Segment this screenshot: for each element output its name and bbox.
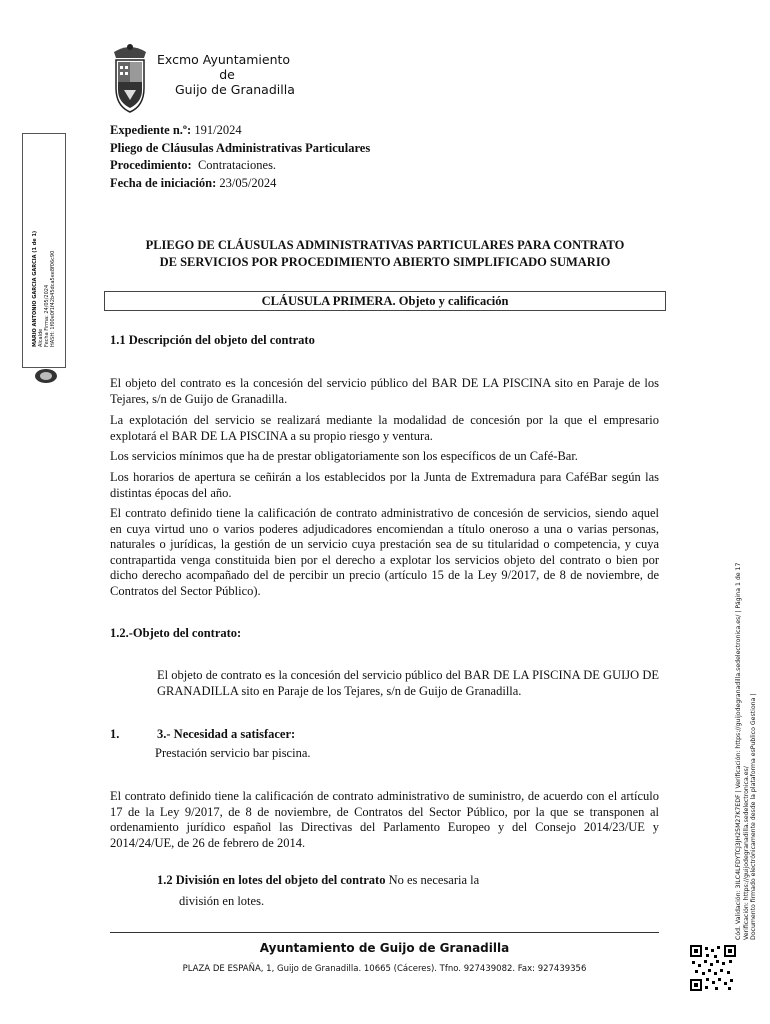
verification-line2: Verificación: https://guijodegranadilla.sedelectronica.es/ bbox=[742, 766, 750, 940]
clause-heading: CLÁUSULA PRIMERA. Objeto y calificación bbox=[104, 291, 666, 311]
lotes-line bbox=[157, 873, 479, 888]
footer-address: PLAZA DE ESPAÑA, 1, Guijo de Granadilla. 10665 (Cáceres). Tfno. 927439082. Fax: 927439356 bbox=[182, 964, 587, 974]
list-number: 1. bbox=[110, 727, 120, 741]
paragraph: El objeto del contrato es la concesión del servicio público del BAR DE LA PISCINA sito en Paraje de los Tejares, s/n de Guijo de Granadilla. bbox=[110, 376, 659, 406]
procedimiento-value: Contrataciones. bbox=[197, 158, 277, 172]
footer-title: Ayuntamiento de Guijo de Granadilla bbox=[259, 941, 510, 955]
lotes-text2: división en lotes. bbox=[179, 894, 265, 908]
expediente-value: 191/2024 bbox=[194, 123, 242, 137]
paragraph: El contrato definido tiene la calificación de contrato administrativo de suministro, de acuerdo con el artículo 17 de la Ley 9/2017, de 8 de noviembre, de Contratos del Sector Público, por la que se transponen al ordenamiento jurídico español las Directivas del Parlamento Europeo y del Consejo 2014/23/UE y 2014/24/UE, de 26 de febrero de 2014. bbox=[110, 789, 659, 850]
section-heading-1-1: 1.1 Descripción del objeto del contrato bbox=[110, 333, 315, 347]
verification-text bbox=[735, 563, 758, 940]
crest-logo bbox=[108, 42, 152, 114]
paragraph: Los horarios de apertura se ceñirán a los establecidos por la Junta de Extremadura para CaféBar según las distintas épocas del año. bbox=[110, 470, 659, 500]
signature-stamp-text bbox=[32, 177, 56, 347]
title-line2: DE SERVICIOS POR PROCEDIMIENTO ABIERTO SIMPLIFICADO SUMARIO bbox=[159, 255, 611, 269]
signer-role: Alcalde bbox=[38, 328, 44, 347]
fecha-value: 23/05/2024 bbox=[219, 175, 277, 190]
paragraph: El contrato definido tiene la calificación de contrato administrativo de concesión de servicios, siendo aquel en cuya virtud uno o varios poderes adjudicadores encomiendan a título oneroso a una o varias personas, naturales o jurídicas, la gestión de un servicio cuya prestación sea de su titularidad o competencia, y cuya contrapartida venga constituida bien por el derecho a explotar los servicios objeto del contrato o bien por dicho derecho acompañado del de percibir un precio (artículo 15 de la Ley 9/2017, de 8 de noviembre, de Contratos del Sector Público). bbox=[110, 506, 659, 598]
title-line1: PLIEGO DE CLÁUSULAS ADMINISTRATIVAS PARTICULARES PARA CONTRATO bbox=[145, 238, 625, 252]
document-title bbox=[110, 237, 660, 271]
procedimiento-label: Procedimiento: bbox=[110, 158, 192, 172]
document-meta bbox=[110, 122, 370, 192]
lotes-heading: 1.2 División en lotes del objeto del contrato bbox=[157, 873, 386, 887]
header-line2: de bbox=[219, 67, 235, 82]
paragraph: El objeto de contrato es la concesión del servicio público del BAR DE LA PISCINA DE GUIJO DE GRANADILLA sito en Paraje de los Tejares, s/n de Guijo de Granadilla. bbox=[157, 668, 659, 698]
paragraph: Los servicios mínimos que ha de prestar obligatoriamente son los específicos de un Café-Bar. bbox=[110, 449, 578, 463]
section-heading-1-2: 1.2.-Objeto del contrato: bbox=[110, 626, 242, 640]
paragraph: La explotación del servicio se realizará mediante la modalidad de concesión por la que el empresario explotará el BAR DE LA PISCINA a su propio riesgo y ventura. bbox=[110, 413, 659, 443]
paragraph: Prestación servicio bar piscina. bbox=[155, 746, 311, 760]
verification-line1: Cód. Validación: 3ILC4LFDYTCJ3JH25M27K7EDF | Verificación: https://guijodegranadilla.sedelectronica.es/ | Página 1 de 17 bbox=[735, 562, 742, 940]
verification-line3: Documento firmado electrónicamente desde la plataforma esPublico Gestiona | bbox=[750, 693, 757, 940]
section-heading-necesidad: 3.- Necesidad a satisfacer: bbox=[157, 727, 296, 741]
signature-hash: HASH: 1f00e0f1f42b45dca5ee8f06c90 bbox=[50, 250, 56, 347]
qr-code bbox=[690, 945, 736, 991]
header-line1: Excmo Ayuntamiento bbox=[157, 52, 291, 67]
signature-date: Fecha Firma: 24/05/2024 bbox=[44, 284, 50, 347]
pliego-label: Pliego de Cláusulas Administrativas Particulares bbox=[110, 140, 371, 155]
header-line3: Guijo de Granadilla bbox=[175, 82, 295, 97]
lotes-text1: No es necesaria la bbox=[388, 873, 480, 887]
header-institution bbox=[157, 52, 297, 97]
seal-icon bbox=[34, 368, 58, 384]
fecha-label: Fecha de iniciación: bbox=[110, 175, 217, 190]
expediente-label: Expediente n.º: bbox=[110, 123, 192, 137]
signer-name: MARIO ANTONIO GARCIA GARCIA (1 de 1) bbox=[32, 230, 38, 347]
footer-divider bbox=[110, 932, 659, 933]
